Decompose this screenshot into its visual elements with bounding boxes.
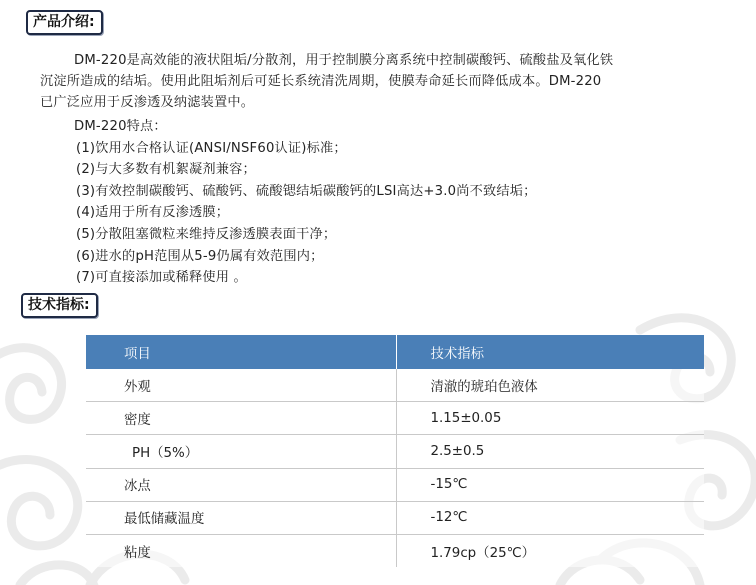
row-label: 密度: [86, 402, 396, 435]
row-value: 1.79cp（25℃）: [396, 534, 704, 567]
intro-line: 已广泛应用于反渗透及纳滤装置中。: [40, 95, 255, 110]
table-row: [86, 501, 704, 534]
row-value: 1.15±0.05: [396, 402, 704, 435]
feature-item: (5)分散阻塞微粒来维持反渗透膜表面干净；: [76, 226, 337, 242]
features-list: [74, 116, 734, 289]
tech-spec-heading: 技术指标:: [21, 293, 98, 318]
row-label: 最低储藏温度: [86, 501, 396, 534]
row-label: 冰点: [86, 468, 396, 501]
feature-item: (3)有效控制碳酸钙、硫酸钙、硫酸锶结垢碳酸钙的LSI高达+3.0尚不致结垢；: [76, 183, 537, 199]
row-label: PH（5%）: [86, 435, 396, 468]
row-label: 粘度: [86, 534, 396, 567]
row-label: 外观: [86, 369, 396, 402]
table-row: [86, 402, 704, 435]
column-header-item: 项目: [86, 335, 396, 369]
row-value: -15℃: [396, 468, 704, 501]
intro-paragraph: [40, 50, 740, 113]
feature-item: (4)适用于所有反渗透膜；: [76, 205, 230, 221]
feature-item: (1)饮用水合格认证(ANSI/NSF60认证)标准；: [76, 140, 347, 156]
features-title: DM-220特点：: [74, 119, 167, 134]
product-intro-heading: 产品介绍:: [26, 10, 103, 35]
intro-line: 沉淀所造成的结垢。使用此阻垢剂后可延长系统清洗周期，使膜寿命延长而降低成本。DM-220: [40, 74, 602, 89]
row-value: 清澈的琥珀色液体: [396, 369, 704, 402]
feature-item: (2)与大多数有机絮凝剂兼容；: [76, 162, 256, 178]
table-row: [86, 534, 704, 567]
table-row: [86, 435, 704, 468]
row-value: 2.5±0.5: [396, 435, 704, 468]
feature-item: (6)进水的pH范围从5-9仍属有效范围内；: [76, 248, 324, 264]
table-row: [86, 468, 704, 501]
row-value: -12℃: [396, 501, 704, 534]
table-row: [86, 369, 704, 402]
spec-table: [86, 335, 704, 567]
table-header-row: [86, 335, 704, 369]
feature-item: (7)可直接添加或稀释使用 。: [76, 270, 247, 286]
intro-line: DM-220是高效能的液状阻垢/分散剂，用于控制膜分离系统中控制碳酸钙、硫酸盐及氧化铁: [74, 53, 614, 68]
column-header-spec: 技术指标: [396, 335, 704, 369]
